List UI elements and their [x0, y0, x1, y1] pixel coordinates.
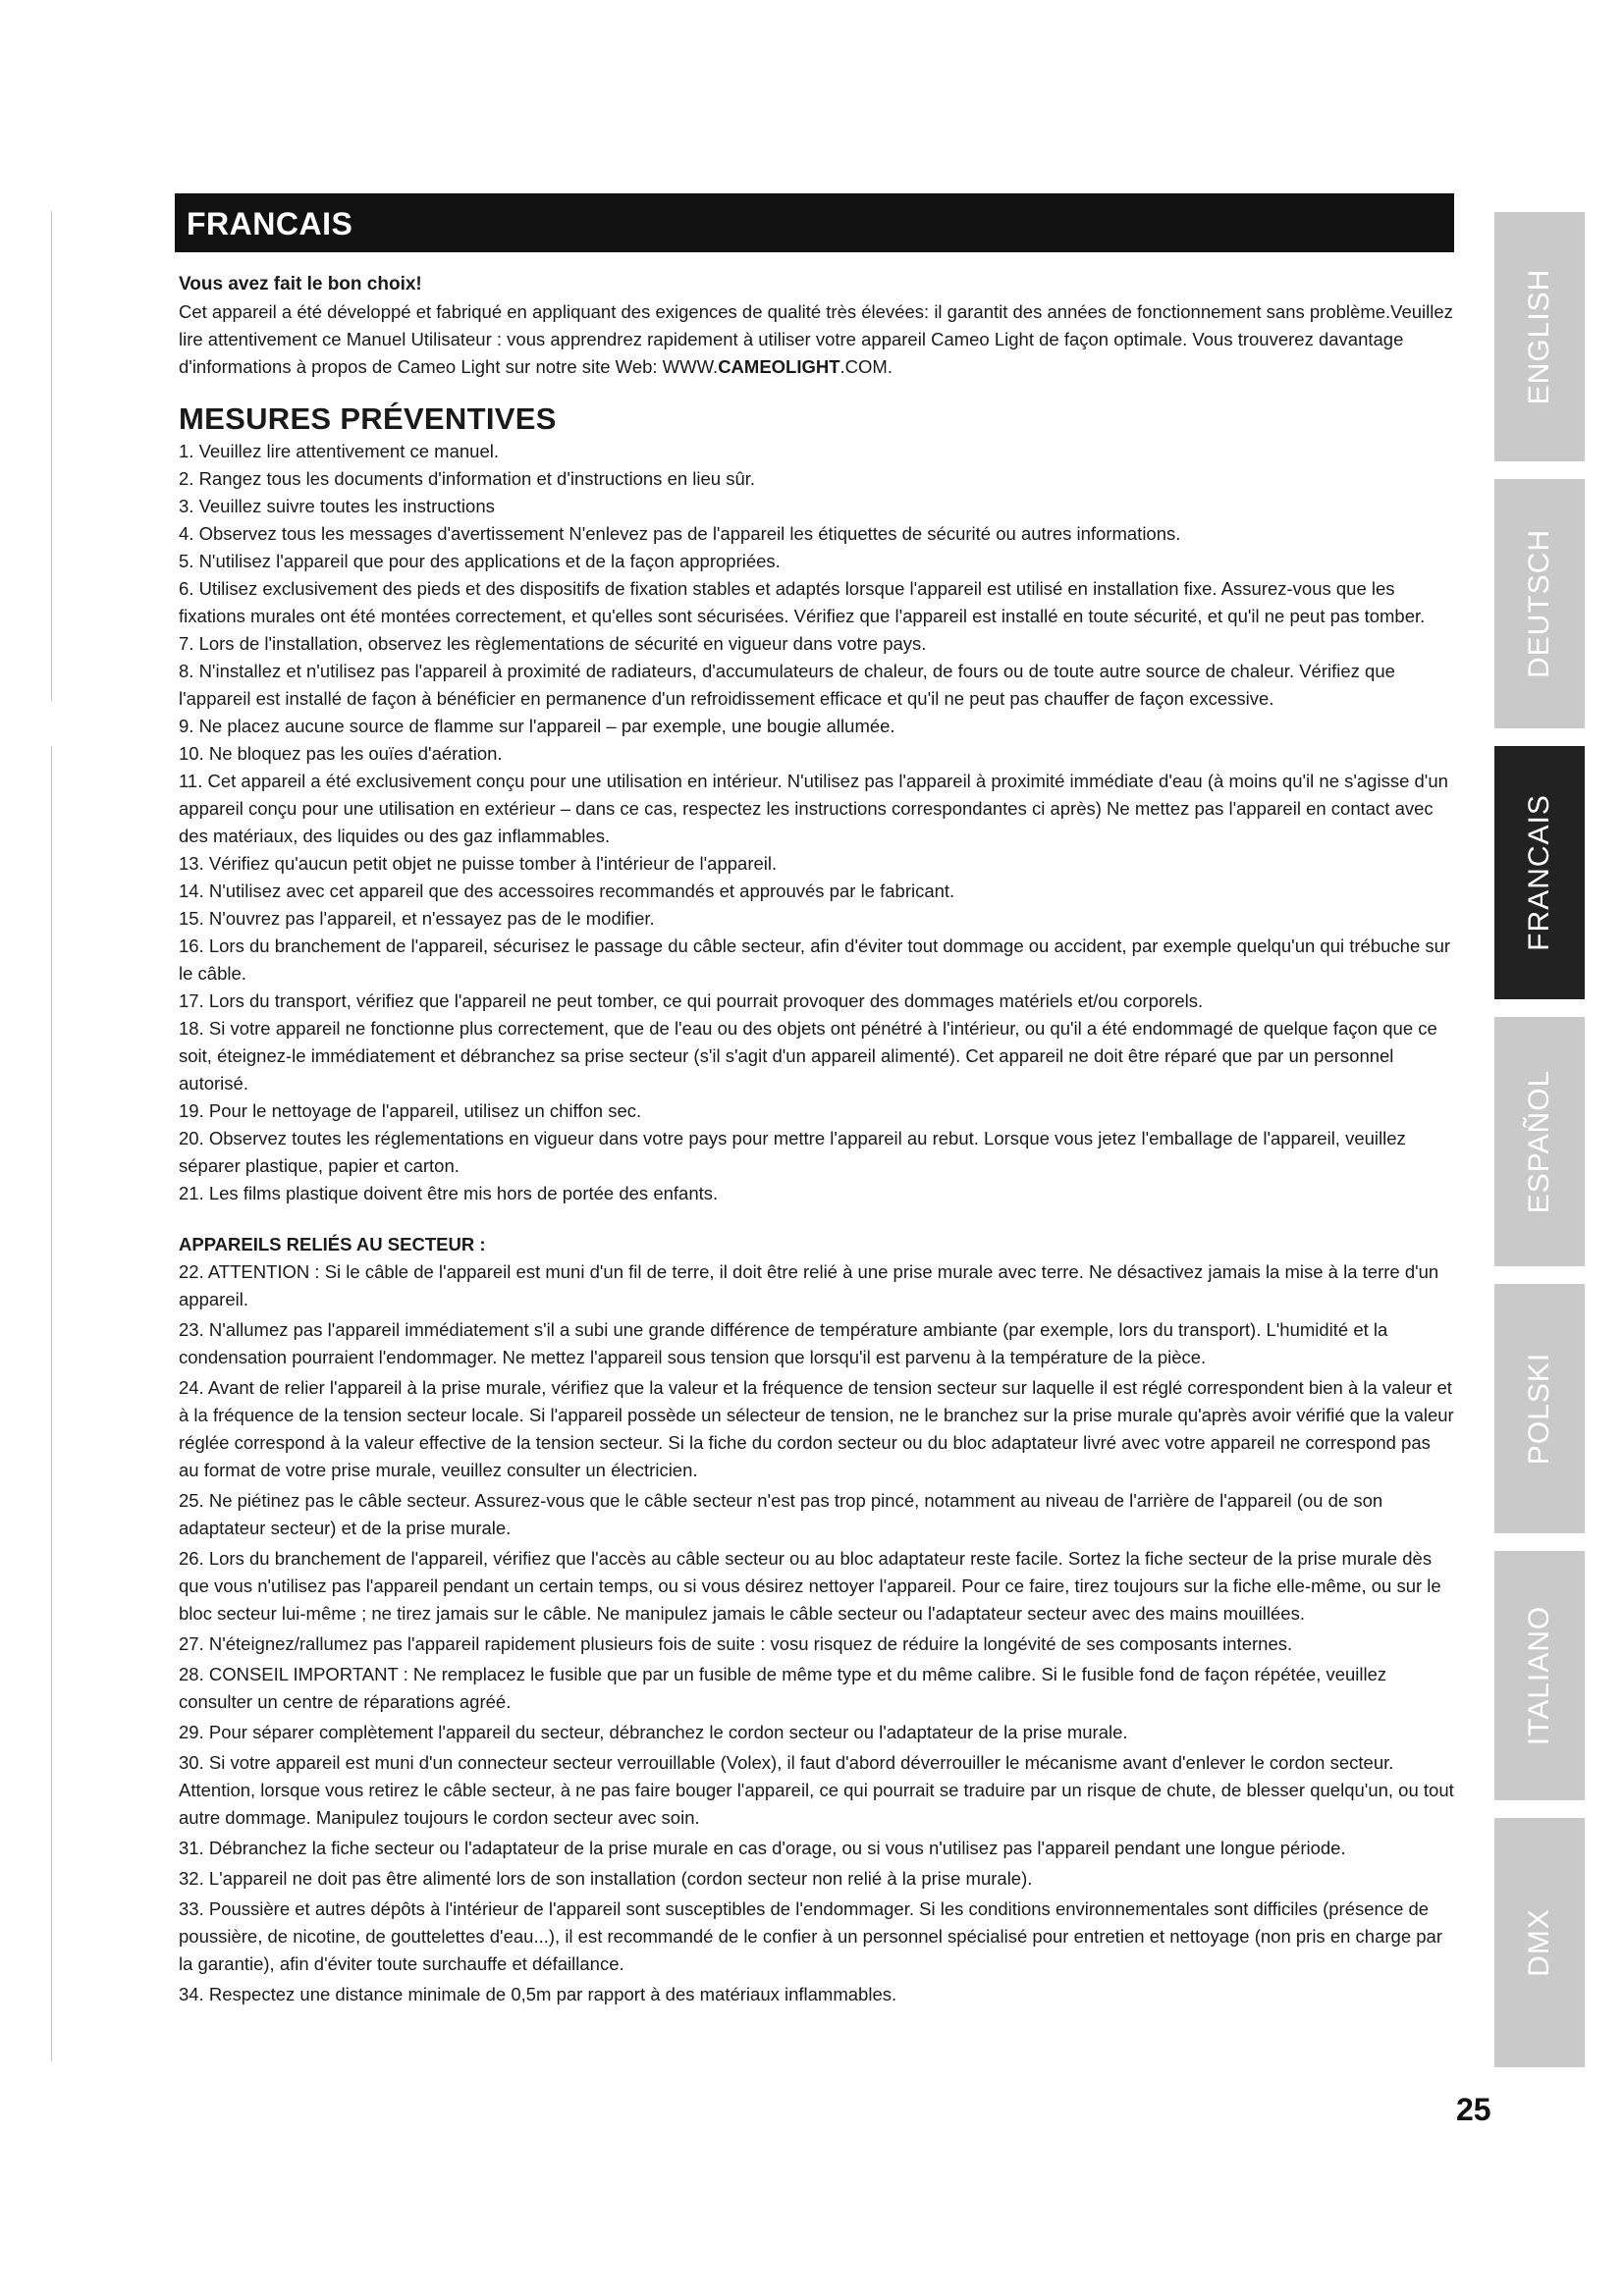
intro-text [179, 298, 1455, 381]
list-item: 14. N'utilisez avec cet appareil que des accessoires recommandés et approuvés par le fabricant. [179, 881, 955, 901]
list-item: 15. N'ouvrez pas l'appareil, et n'essayez pas de le modifier. [179, 908, 655, 929]
list-item: 30. Si votre appareil est muni d'un connecteur secteur verrouillable (Volex), il faut d'abord déverrouiller le mécanisme avant d'enlever le cordon secteur. Attention, lorsque vous retirez le câble secteur, à ne pas faire bouger l'appareil, ce qui pourrait se traduire par un risque de chute, de blesser quelqu'un, ou tout autre dommage. Manipulez toujours le cordon secteur avec soin. [179, 1752, 1454, 1828]
list-item: 4. Observez tous les messages d'avertissement N'enlevez pas de l'appareil les étiquettes de sécurité ou autres informations. [179, 523, 1181, 544]
list-item: 34. Respectez une distance minimale de 0,5m par rapport à des matériaux inflammables. [179, 1984, 897, 2004]
intro-title: Vous avez fait le bon choix! [179, 274, 422, 294]
list-item: 25. Ne piétinez pas le câble secteur. Assurez-vous que le câble secteur n'est pas trop pincé, notamment au niveau de l'arrière de l'appareil (ou de son adaptateur secteur) et de la prise murale. [179, 1490, 1383, 1538]
preventive-measures-title: MESURES PRÉVENTIVES [179, 401, 557, 436]
page-number: 25 [1456, 2092, 1491, 2127]
list-item: 23. N'allumez pas l'appareil immédiatement s'il a subi une grande différence de température ambiante (par exemple, lors du transport). L'humidité et la condensation pourraient l'endommager. Ne mettez l'appareil sous tension que lorsqu'il est parvenu à la température de la pièce. [179, 1319, 1388, 1367]
list-item: 10. Ne bloquez pas les ouïes d'aération. [179, 743, 503, 764]
tab-label: FRANCAIS [1523, 794, 1555, 951]
tab-francais[interactable] [1494, 746, 1585, 999]
list-item: 26. Lors du branchement de l'appareil, vérifiez que l'accès au câble secteur ou au bloc adaptateur reste facile. Sortez la fiche secteur de la prise murale dès que vous n'utilisez pas l'appareil pendant un certain temps, ou si vous désirez nettoyer l'appareil. Pour ce faire, tirez toujours sur la fiche elle-même, ou sur le bloc secteur lui-même ; ne tirez jamais sur le câble. Ne manipulez jamais le câble secteur ou l'adaptateur secteur avec des mains mouillées. [179, 1548, 1441, 1624]
list-item: 8. N'installez et n'utilisez pas l'appareil à proximité de radiateurs, d'accumulateurs de chaleur, de fours ou de toute autre source de chaleur. Vérifiez que l'appareil est installé de façon à bénéficier en permanence d'un refroidissement efficace et qu'il ne peut pas chauffer de façon excessive. [179, 661, 1395, 709]
list-item: 24. Avant de relier l'appareil à la prise murale, vérifiez que la valeur et la fréquence de tension secteur sur laquelle il est réglé correspondent bien à la valeur et à la fréquence de la tension secteur locale. Si l'appareil possède un sélecteur de tension, ne le branchez sur la prise murale qu'après avoir vérifié que la valeur réglée correspond à la valeur effective de la tension secteur. Si la fiche du cordon secteur ou du bloc adaptateur livré avec votre appareil ne correspond pas au format de votre prise murale, veuillez consulter un électricien. [179, 1377, 1454, 1480]
tab-label: ITALIANO [1523, 1605, 1555, 1746]
list-item: 17. Lors du transport, vérifiez que l'appareil ne peut tomber, ce qui pourrait provoquer des dommages matériels et/ou corporels. [179, 990, 1204, 1011]
tab-label: DEUTSCH [1523, 528, 1555, 679]
list-item: 21. Les films plastique doivent être mis hors de portée des enfants. [179, 1183, 719, 1203]
tab-espanol[interactable] [1494, 1017, 1585, 1266]
tab-deutsch[interactable] [1494, 479, 1585, 728]
tab-label: ENGLISH [1523, 268, 1555, 405]
intro-text-suffix: .COM. [839, 356, 893, 377]
list-item: 31. Débranchez la fiche secteur ou l'adaptateur de la prise murale en cas d'orage, ou si vous n'utilisez pas l'appareil pendant une longue période. [179, 1838, 1346, 1858]
main-content [179, 271, 1455, 2011]
left-margin-line [51, 746, 52, 2061]
brand-name: CAMEOLIGHT [718, 356, 840, 377]
section-header-bar [175, 193, 1454, 252]
list-item: 27. N'éteignez/rallumez pas l'appareil rapidement plusieurs fois de suite : vosu risquez de réduire la longévité de ses composants internes. [179, 1633, 1293, 1654]
tab-label: ESPAÑOL [1523, 1069, 1555, 1214]
list-item: 9. Ne placez aucune source de flamme sur l'appareil – par exemple, une bougie allumée. [179, 716, 895, 736]
list-item: 7. Lors de l'installation, observez les règlementations de sécurité en vigueur dans votre pays. [179, 633, 927, 654]
tab-label: DMX [1523, 1908, 1555, 1977]
list-item: 2. Rangez tous les documents d'information et d'instructions en lieu sûr. [179, 468, 756, 489]
list-item: 11. Cet appareil a été exclusivement conçu pour une utilisation en intérieur. N'utilisez pas l'appareil à proximité immédiate d'eau (à moins qu'il ne s'agisse d'un appareil conçu pour une utilisation en extérieur – dans ce cas, respectez les instructions correspondantes ci après) Ne mettez pas l'appareil en contact avec des matériaux, des liquides ou des gaz inflammables. [179, 771, 1448, 846]
language-tabs [1494, 0, 1585, 2296]
tab-english[interactable] [1494, 212, 1585, 461]
list-item: 33. Poussière et autres dépôts à l'intérieur de l'appareil sont susceptibles de l'endommager. Si les conditions environnementales sont difficiles (présence de poussière, de nicotine, de gouttelettes d'eau...), il est recommandé de le confier à un personnel spécialisé pour entretien et nettoyage (non pris en charge par la garantie), afin d'éviter toute surchauffe et défaillance. [179, 1898, 1442, 1974]
list-item: 19. Pour le nettoyage de l'appareil, utilisez un chiffon sec. [179, 1100, 642, 1121]
section-title: FRANCAIS [187, 206, 353, 241]
list-item: 16. Lors du branchement de l'appareil, sécurisez le passage du câble secteur, afin d'éviter tout dommage ou accident, par exemple quelqu'un qui trébuche sur le câble. [179, 935, 1451, 984]
left-margin-line [51, 211, 52, 702]
tab-polski[interactable] [1494, 1284, 1585, 1533]
tab-label: POLSKI [1523, 1352, 1555, 1466]
list-item: 5. N'utilisez l'appareil que pour des applications et de la façon appropriées. [179, 551, 781, 571]
mains-devices-list [179, 1258, 1455, 2008]
list-item: 32. L'appareil ne doit pas être alimenté lors de son installation (cordon secteur non relié à la prise murale). [179, 1868, 1033, 1889]
intro-text-main: Cet appareil a été développé et fabriqué en appliquant des exigences de qualité très élevées: il garantit des années de fonctionnement sans problème.Veuillez lire attentivement ce Manuel Utilisateur : vous apprendrez rapidement à utiliser votre appareil Cameo Light de façon optimale. Vous trouverez davantage d'informations à propos de Cameo Light sur notre site Web: WWW. [179, 301, 1453, 377]
list-item: 18. Si votre appareil ne fonctionne plus correctement, que de l'eau ou des objets ont pénétré à l'intérieur, ou qu'il a été endommagé de quelque façon que ce soit, éteignez-le immédiatement et débranchez sa prise secteur (s'il s'agit d'un appareil alimenté). Cet appareil ne doit être réparé que par un personnel autorisé. [179, 1018, 1437, 1094]
list-item: 13. Vérifiez qu'aucun petit objet ne puisse tomber à l'intérieur de l'appareil. [179, 853, 778, 874]
list-item: 3. Veuillez suivre toutes les instructions [179, 496, 495, 516]
list-item: 29. Pour séparer complètement l'appareil du secteur, débranchez le cordon secteur ou l'adaptateur de la prise murale. [179, 1722, 1128, 1742]
tab-italiano[interactable] [1494, 1551, 1585, 1800]
list-item: 22. ATTENTION : Si le câble de l'appareil est muni d'un fil de terre, il doit être relié à une prise murale avec terre. Ne désactivez jamais la mise à la terre d'un appareil. [179, 1261, 1439, 1309]
list-item: 20. Observez toutes les réglementations en vigueur dans votre pays pour mettre l'appareil au rebut. Lorsque vous jetez l'emballage de l'appareil, veuillez séparer plastique, papier et carton. [179, 1128, 1406, 1176]
preventive-measures-list [179, 438, 1455, 1207]
list-item: 1. Veuillez lire attentivement ce manuel. [179, 441, 499, 461]
list-item: 28. CONSEIL IMPORTANT : Ne remplacez le fusible que par un fusible de même type et du même calibre. Si le fusible fond de façon répétée, veuillez consulter un centre de réparations agréé. [179, 1664, 1387, 1712]
mains-devices-title: APPAREILS RELIÉS AU SECTEUR : [179, 1234, 486, 1255]
tab-dmx[interactable] [1494, 1818, 1585, 2067]
list-item: 6. Utilisez exclusivement des pieds et des dispositifs de fixation stables et adaptés lorsque l'appareil est utilisé en installation fixe. Assurez-vous que les fixations murales ont été montées correctement, et qu'elles sont sécurisées. Vérifiez que l'appareil est installé en toute sécurité, et qu'il ne peut pas tomber. [179, 578, 1426, 626]
